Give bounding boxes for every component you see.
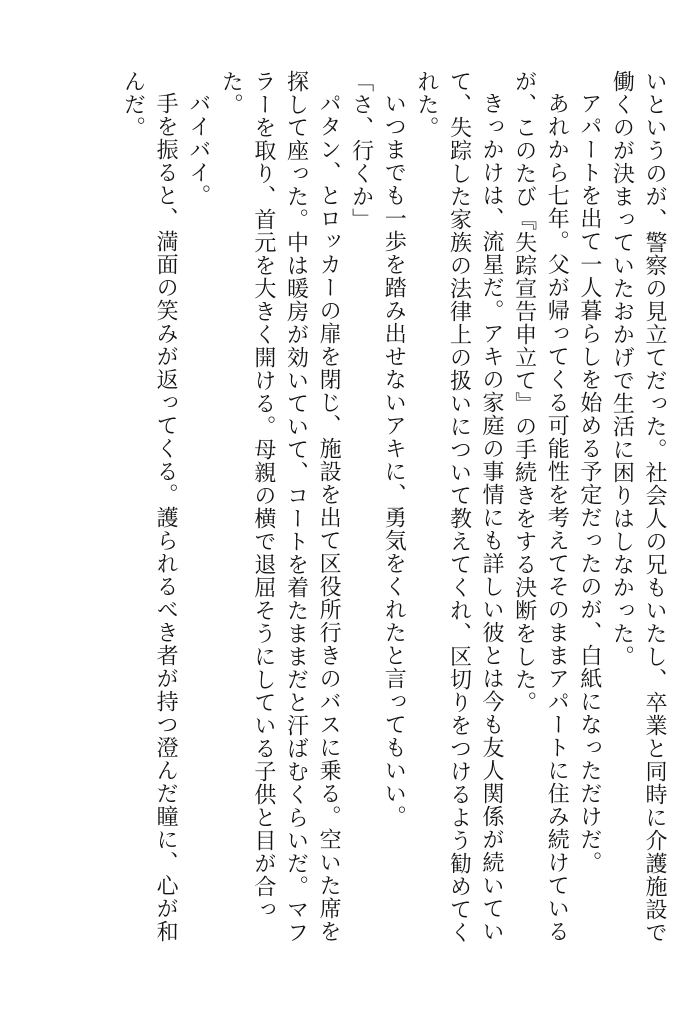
paragraph-2: アパートを出て一人暮らしを始める予定だったのが、白紙になっただけだ。 xyxy=(576,92,602,874)
paragraph-4: きっかけは、流星だ。アキの家庭の事情にも詳しい彼とは今も友人関係が続いていて、失踪した家族の法律上の扱いについて教えてくれ、区切りをつけるよう勧めてくれた。 xyxy=(413,70,505,944)
dialogue-line: 「さ、行くか」 xyxy=(348,70,374,231)
paragraph-7: パタン、とロッカーの扉を閉じ、施設を出て区役所行きのバスに乗る。空いた席を探して座った。中は暖房が効いていて、コートを着たままだと汗ばむくらいだ。マフラーを取り、首元を大きく開ける。母親の横で退屈そうにしている子供と目が合った。 xyxy=(218,70,342,944)
paragraph-8: バイバイ。 xyxy=(185,92,211,207)
vertical-text-body xyxy=(116,70,670,950)
paragraph-9: 手を振ると、満面の笑みが返ってくる。護られるべき者が持つ澄んだ瞳に、心が和んだ。 xyxy=(120,70,179,943)
paragraph-3: あれから七年。父が帰ってくる可能性を考えてそのままアパートに住み続けているが、このたび『失踪宣告申立て』の手続きをする決断をした。 xyxy=(511,70,570,943)
paragraph-1: いというのが、警察の見立てだった。社会人の兄もいたし、卒業と同時に介護施設で働くのが決まっていたおかげで生活に困りはしなかった。 xyxy=(609,70,667,944)
paragraph-5: いつまでも一歩を踏み出せないアキに、勇気をくれたと言ってもいい。 xyxy=(381,92,407,828)
